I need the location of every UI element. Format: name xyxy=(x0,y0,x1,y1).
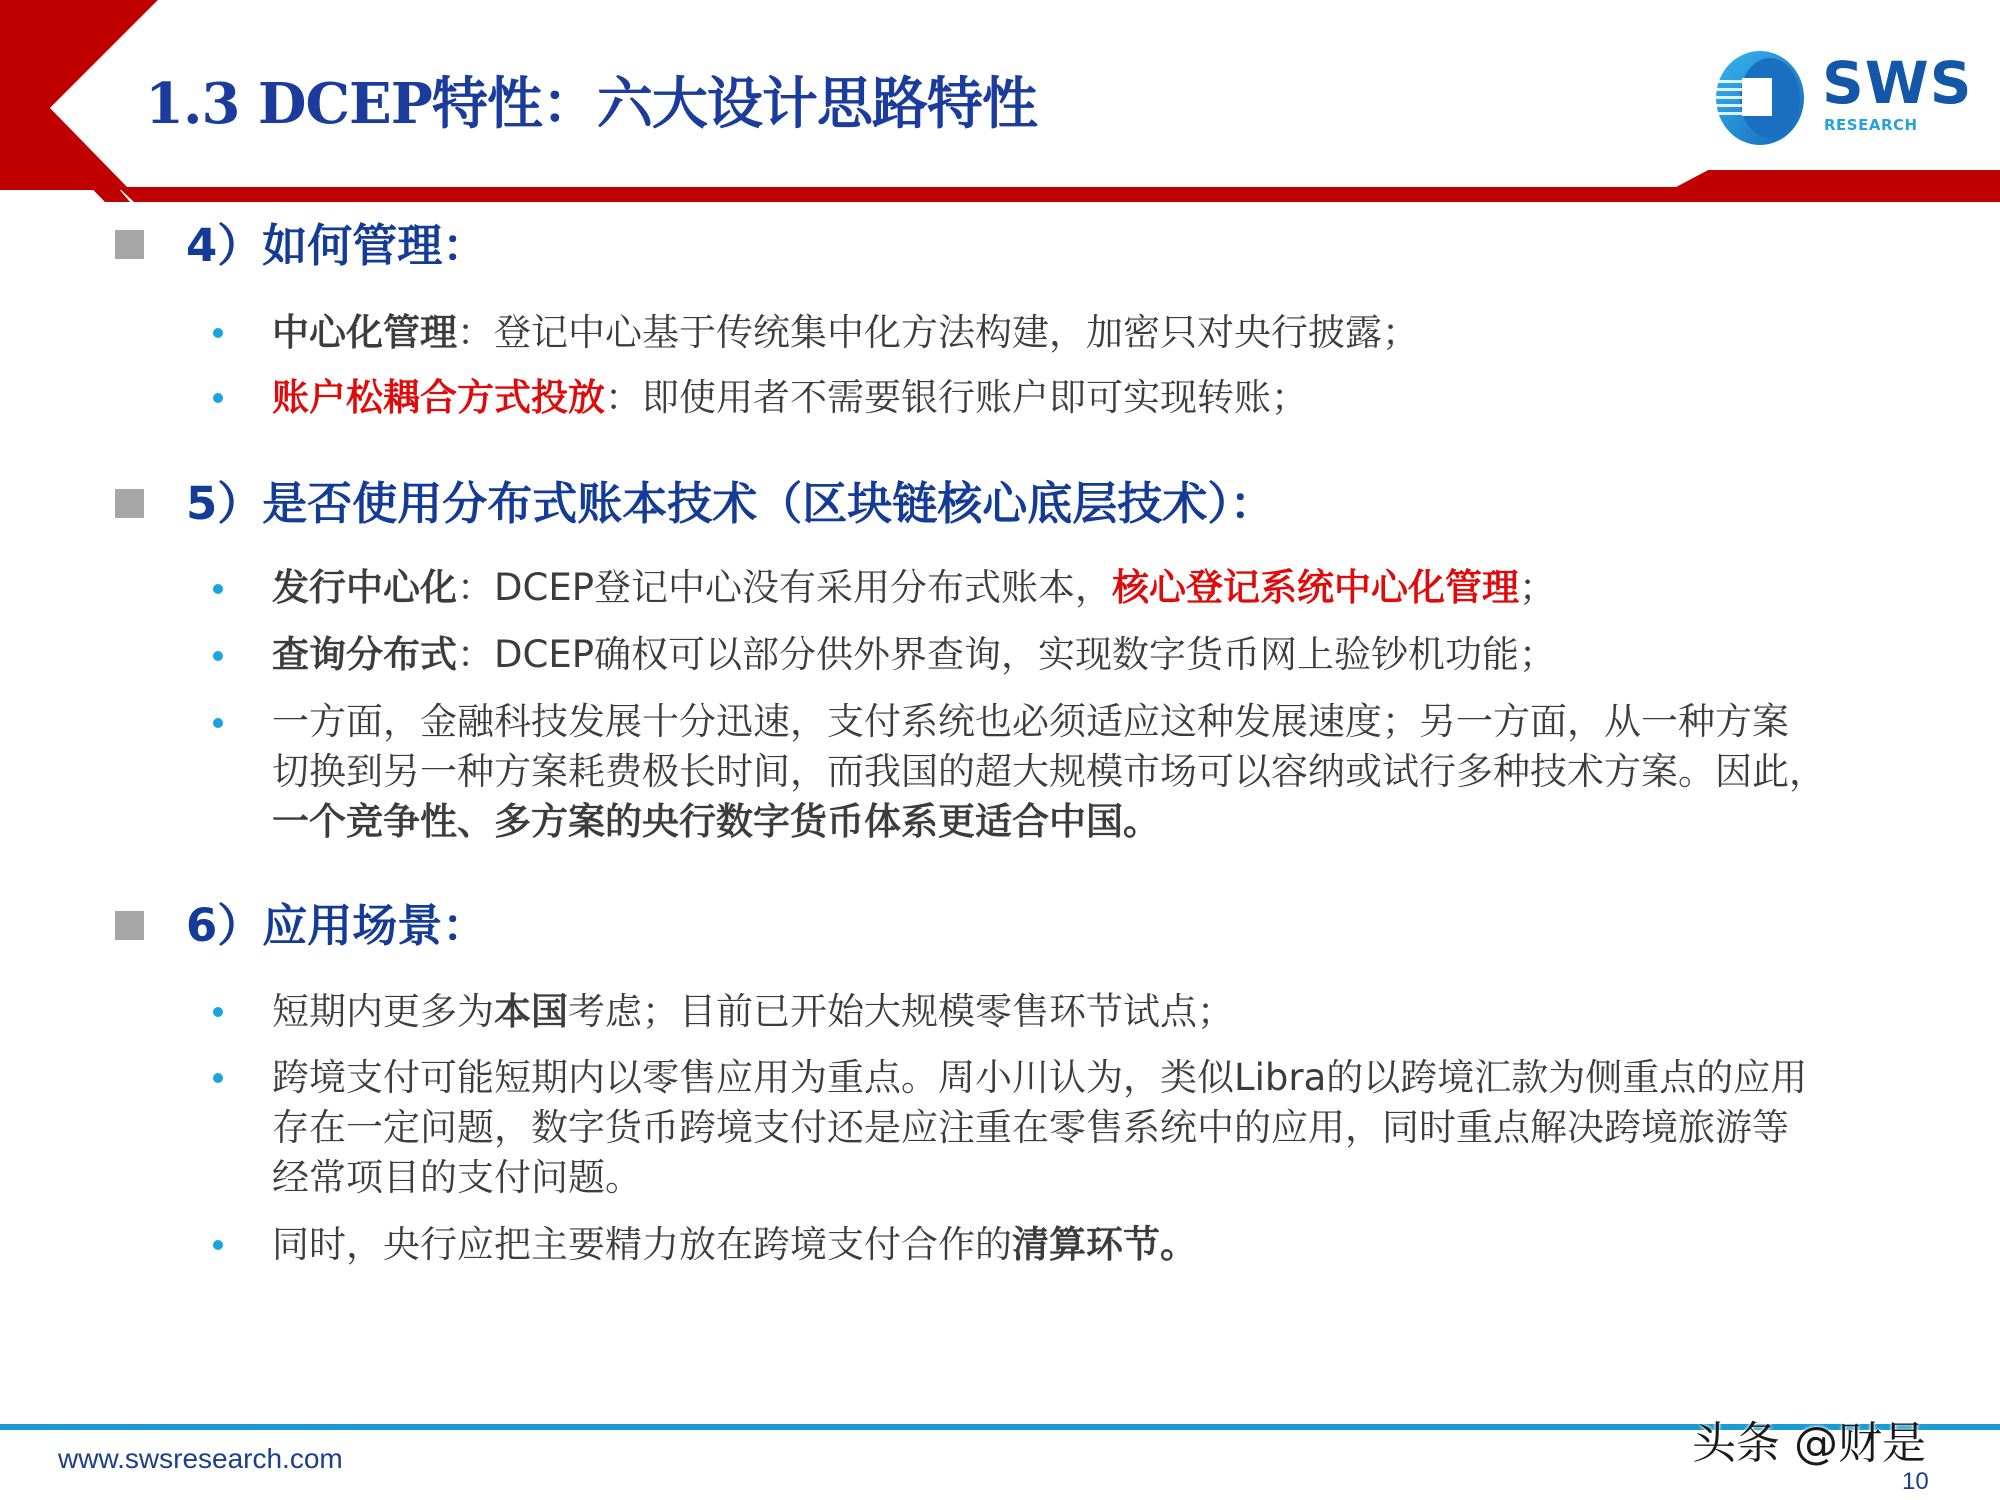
bullet-dot-icon xyxy=(213,1007,223,1017)
bullet-text: 短期内更多为 xyxy=(272,990,494,1033)
bullet-text: ：登记中心基于传统集中化方法构建，加密只对央行披露； xyxy=(457,311,1419,354)
page-number: 10 xyxy=(1902,1468,1929,1495)
bullet-text: 经常项目的支付问题。 xyxy=(272,1156,642,1199)
bullet-dot-icon xyxy=(213,718,223,728)
bullet-line xyxy=(272,630,1556,680)
bullet-line-continuation xyxy=(272,1103,1789,1153)
section-square-bullet xyxy=(115,911,144,940)
bullet-dot-icon xyxy=(213,328,223,338)
bold-conclusion: 一个竞争性、多方案的央行数字货币体系更适合中国。 xyxy=(272,800,1160,843)
bullet-line xyxy=(272,563,1556,613)
footer-website-link[interactable]: www.swsresearch.com xyxy=(58,1443,343,1474)
slide-title: 1.3 DCEP特性：六大设计思路特性 xyxy=(145,71,1037,137)
logo-subtitle: RESEARCH xyxy=(1824,116,1918,134)
bold-term: 本国 xyxy=(494,990,568,1033)
section-heading-4: 4）如何管理： xyxy=(186,219,488,272)
bold-term: 清算环节。 xyxy=(1012,1223,1197,1266)
bullet-line xyxy=(272,373,1308,423)
section-square-bullet xyxy=(115,230,144,259)
bullet-text: 切换到另一种方案耗费极长时间，而我国的超大规模市场可以容纳或试行多种技术方案。因此， xyxy=(272,750,1826,793)
red-highlight-term: 账户松耦合方式投放 xyxy=(272,376,605,419)
bullet-text: ； xyxy=(1519,566,1557,609)
bullet-dot-icon xyxy=(213,651,223,661)
watermark: 头条 @财是 xyxy=(1692,1418,1926,1469)
bold-term: 发行中心化 xyxy=(272,566,457,609)
bullet-line xyxy=(272,697,1789,747)
logo-wordmark: SWS xyxy=(1822,49,1973,117)
bullet-dot-icon xyxy=(213,584,223,594)
section-heading-6: 6）应用场景： xyxy=(186,899,488,952)
sws-globe-icon xyxy=(1712,48,1812,148)
bullet-line-continuation xyxy=(272,797,1160,847)
red-highlight-term: 核心登记系统中心化管理 xyxy=(1112,566,1520,609)
bullet-line-continuation xyxy=(272,1153,642,1203)
bullet-text: ：DCEP确权可以部分供外界查询，实现数字货币网上验钞机功能； xyxy=(457,633,1557,676)
bullet-line xyxy=(272,1220,1197,1270)
sws-research-logo xyxy=(1712,48,1972,148)
bullet-dot-icon xyxy=(213,1073,223,1083)
bullet-text: 存在一定问题，数字货币跨境支付还是应注重在零售系统中的应用，同时重点解决跨境旅游等 xyxy=(272,1106,1789,1149)
bullet-line xyxy=(272,987,1234,1037)
bold-term: 中心化管理 xyxy=(272,311,457,354)
bullet-text: 跨境支付可能短期内以零售应用为重点。周小川认为，类似Libra的以跨境汇款为侧重点的应用 xyxy=(272,1056,1808,1099)
section-square-bullet xyxy=(115,489,144,518)
bullet-text: 一方面，金融科技发展十分迅速，支付系统也必须适应这种发展速度；另一方面，从一种方案 xyxy=(272,700,1789,743)
bullet-dot-icon xyxy=(213,393,223,403)
bullet-text: ：即使用者不需要银行账户即可实现转账； xyxy=(605,376,1308,419)
bullet-text: 考虑；目前已开始大规模零售环节试点； xyxy=(568,990,1234,1033)
bullet-dot-icon xyxy=(213,1240,223,1250)
bullet-text: 同时，央行应把主要精力放在跨境支付合作的 xyxy=(272,1223,1012,1266)
bullet-text: ：DCEP登记中心没有采用分布式账本， xyxy=(457,566,1113,609)
bullet-line xyxy=(272,1053,1807,1103)
bullet-line-continuation xyxy=(272,747,1826,797)
bold-term: 查询分布式 xyxy=(272,633,457,676)
section-heading-5: 5）是否使用分布式账本技术（区块链核心底层技术）： xyxy=(186,477,1275,530)
bullet-line xyxy=(272,308,1419,358)
